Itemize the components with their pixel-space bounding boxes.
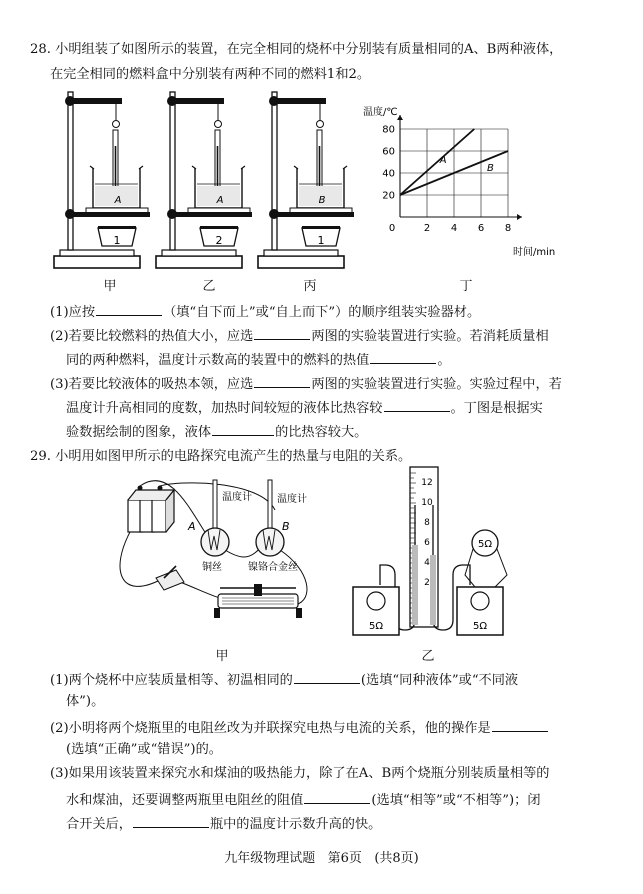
q29-blank-2[interactable]	[492, 717, 548, 732]
fig-label-ding: 丁	[459, 279, 473, 294]
apparatus-jia-fuel: 1	[113, 234, 121, 247]
scale-8: 8	[424, 518, 430, 528]
chart-x-axis-label: 时间/min	[513, 247, 556, 258]
chart-y-tick-label: 60	[382, 146, 395, 158]
q29-part2-line1: (2)小明将两个烧瓶里的电阻丝改为并联探究电热与电流的关系，他的操作是	[50, 717, 549, 738]
apparatus-yi-liquid: A	[216, 195, 224, 206]
q28-blank-3[interactable]	[370, 349, 436, 364]
q29-blank-1[interactable]	[294, 669, 360, 684]
q29-part3-line1: (3)如果用该装置来探究水和煤油的吸热能力，除了在A、B两个烧瓶分别装质量相等的	[50, 766, 550, 781]
apparatus-bing-liquid: B	[318, 195, 326, 206]
q29-intro: 29. 小明用如图甲所示的电路探究电流产生的热量与电阻的关系。	[30, 449, 412, 464]
q28-temperature-chart	[355, 95, 565, 275]
page-footer: 九年级物理试题 第6页 (共8页)	[224, 851, 419, 866]
chart-origin-label: 0	[388, 223, 396, 234]
apparatus-jia-liquid: A	[114, 195, 122, 206]
thermometer-label-1: 温度计	[222, 492, 252, 503]
top-resistor-label: 5Ω	[477, 539, 493, 550]
box-right-label: 5Ω	[472, 621, 488, 632]
chart-ticks	[382, 125, 511, 235]
fig-label-yi: 乙	[202, 279, 216, 294]
q28-part3-line1: (3)若要比较液体的吸热本领，应选 两图的实验装置进行实验。实验过程中，若	[50, 373, 562, 394]
chart-x-tick-label: 4	[450, 223, 458, 234]
rheostat	[214, 584, 302, 618]
scale-4: 4	[424, 558, 430, 568]
flask-a-label: A	[188, 520, 196, 533]
chart-x-tick-label: 6	[477, 223, 485, 234]
wire-nichrome-label: 镍铬合金丝	[248, 562, 298, 573]
fig-label-29-jia: 甲	[215, 649, 229, 664]
chart-y-tick-label: 80	[382, 124, 395, 136]
fig-label-bing: 丙	[303, 279, 317, 294]
scale-2: 2	[424, 578, 430, 588]
q28-part1: (1)应按 （填“自下而上”或“自上而下”）的顺序组装实验器材。	[50, 301, 480, 322]
q28-intro-line-1: 28. 小明组装了如图所示的装置，在完全相同的烧杯中分别装有质量相同的A、B两种液体，	[30, 42, 563, 57]
scale-10: 10	[421, 498, 433, 508]
q28-part2-line2: 同的两种燃料，温度计示数高的装置中的燃料的热值 。	[66, 349, 451, 370]
chart-series-line-A	[400, 129, 474, 195]
flask-b-label: B	[282, 520, 290, 533]
q29-blank-4[interactable]	[133, 813, 209, 828]
q29-part1-line1: (1)两个烧杯中应装质量相等、初温相同的 (选填“同种液体”或“不同液	[50, 669, 518, 690]
fig-label-jia: 甲	[103, 279, 117, 294]
chart-y-arrow	[397, 115, 403, 120]
q28-part2-line1: (2)若要比较燃料的热值大小，应选 两图的实验装置进行实验。若消耗质量相	[50, 325, 549, 346]
q29-part3-line2: 水和煤油，还要调整两瓶里电阻丝的阻值 (选填“相等”或“不相等”)；闭	[66, 789, 541, 810]
apparatus-bing-fuel: 1	[317, 234, 325, 247]
apparatus-jia	[54, 92, 150, 268]
chart-x-tick-label: 2	[423, 223, 431, 234]
chart-y-tick-label: 40	[382, 168, 395, 180]
thermometer-label-2: 温度计	[277, 494, 307, 505]
chart-y-tick-label: 20	[382, 190, 395, 202]
q29-u-tube-figure	[345, 465, 520, 640]
q28-blank-1[interactable]	[96, 301, 162, 316]
q28-intro-line-2: 在完全相同的燃料盒中分别装有两种不同的燃料1和2。	[50, 67, 371, 82]
chart-series-label-B: B	[487, 162, 494, 174]
fig-label-29-yi: 乙	[421, 649, 435, 664]
q29-part2-line2: (选填“正确”或“错误”)的。	[66, 742, 222, 757]
q29-circuit-figure	[110, 470, 335, 630]
box-left-label: 5Ω	[368, 621, 384, 632]
q28-blank-5[interactable]	[384, 397, 450, 412]
scale-12: 12	[421, 478, 433, 488]
wire-copper-label: 铜丝	[202, 562, 222, 573]
q29-blank-3[interactable]	[304, 789, 370, 804]
chart-y-axis-label: 温度/℃	[363, 107, 398, 118]
apparatus-bing	[258, 92, 354, 268]
battery	[128, 486, 174, 533]
q28-blank-4[interactable]	[254, 373, 310, 388]
q28-apparatus-figures	[50, 86, 355, 272]
q28-blank-6[interactable]	[212, 421, 274, 436]
switch	[156, 566, 184, 590]
chart-x-tick-label: 8	[504, 223, 512, 234]
chart-axes	[397, 115, 522, 220]
apparatus-yi	[156, 92, 252, 268]
q28-part3-line3: 验数据绘制的图象，液体 的比热容较大。	[66, 421, 367, 442]
apparatus-yi-fuel: 2	[215, 234, 223, 247]
chart-x-arrow	[517, 214, 522, 220]
q29-part1-line2: 体”)。	[66, 694, 105, 709]
chart-series-label-A: A	[439, 155, 447, 167]
scale-6: 6	[424, 538, 430, 548]
q28-part3-line2: 温度计升高相同的度数，加热时间较短的液体比热容较 。丁图是根据实	[66, 397, 543, 418]
q29-part3-line3: 合开关后， 瓶中的温度计示数升高的快。	[66, 813, 381, 834]
q28-blank-2[interactable]	[254, 325, 310, 340]
